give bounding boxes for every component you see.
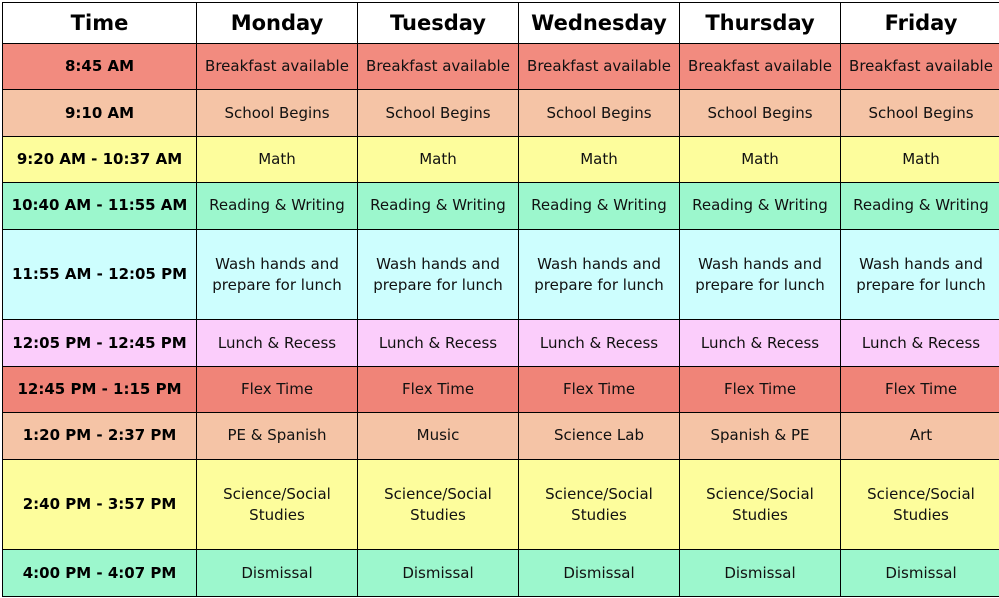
activity-cell-wednesday: Reading & Writing [519,183,680,229]
activity-cell-thursday: Dismissal [680,550,841,597]
table-row [3,44,999,90]
activity-cell-tuesday: Lunch & Recess [358,320,519,366]
activity-cell-monday: Wash hands and prepare for lunch [197,229,358,320]
activity-cell-tuesday: Flex Time [358,366,519,412]
activity-cell-friday: Art [841,413,999,459]
time-cell: 2:40 PM - 3:57 PM [3,459,197,550]
schedule-table [2,2,999,597]
activity-cell-thursday: Wash hands and prepare for lunch [680,229,841,320]
activity-cell-wednesday: Dismissal [519,550,680,597]
time-cell: 12:45 PM - 1:15 PM [3,366,197,412]
activity-cell-monday: Reading & Writing [197,183,358,229]
activity-cell-friday: Breakfast available [841,44,999,90]
activity-cell-friday: Wash hands and prepare for lunch [841,229,999,320]
activity-cell-tuesday: Wash hands and prepare for lunch [358,229,519,320]
time-cell: 12:05 PM - 12:45 PM [3,320,197,366]
activity-cell-friday: Dismissal [841,550,999,597]
activity-cell-tuesday: Music [358,413,519,459]
table-row [3,366,999,412]
activity-cell-wednesday: Science/Social Studies [519,459,680,550]
activity-cell-thursday: Flex Time [680,366,841,412]
activity-cell-wednesday: Math [519,136,680,182]
activity-cell-tuesday: Math [358,136,519,182]
header-thursday: Thursday [680,3,841,44]
activity-cell-tuesday: School Begins [358,90,519,136]
activity-cell-wednesday: Wash hands and prepare for lunch [519,229,680,320]
table-row [3,229,999,320]
activity-cell-tuesday: Reading & Writing [358,183,519,229]
activity-cell-wednesday: Flex Time [519,366,680,412]
activity-cell-friday: Flex Time [841,366,999,412]
activity-cell-wednesday: Science Lab [519,413,680,459]
time-cell: 1:20 PM - 2:37 PM [3,413,197,459]
activity-cell-monday: PE & Spanish [197,413,358,459]
time-cell: 11:55 AM - 12:05 PM [3,229,197,320]
header-tuesday: Tuesday [358,3,519,44]
activity-cell-thursday: Spanish & PE [680,413,841,459]
table-row [3,459,999,550]
time-cell: 10:40 AM - 11:55 AM [3,183,197,229]
activity-cell-thursday: Science/Social Studies [680,459,841,550]
time-cell: 9:10 AM [3,90,197,136]
activity-cell-tuesday: Science/Social Studies [358,459,519,550]
time-cell: 8:45 AM [3,44,197,90]
activity-cell-monday: Dismissal [197,550,358,597]
activity-cell-thursday: Breakfast available [680,44,841,90]
activity-cell-wednesday: Breakfast available [519,44,680,90]
activity-cell-thursday: Reading & Writing [680,183,841,229]
activity-cell-thursday: Math [680,136,841,182]
header-row [3,3,999,44]
activity-cell-monday: Science/Social Studies [197,459,358,550]
table-row [3,90,999,136]
table-row [3,183,999,229]
header-friday: Friday [841,3,999,44]
activity-cell-wednesday: Lunch & Recess [519,320,680,366]
header-time: Time [3,3,197,44]
time-cell: 4:00 PM - 4:07 PM [3,550,197,597]
activity-cell-monday: Lunch & Recess [197,320,358,366]
activity-cell-friday: Science/Social Studies [841,459,999,550]
activity-cell-monday: Flex Time [197,366,358,412]
activity-cell-friday: Reading & Writing [841,183,999,229]
activity-cell-friday: Lunch & Recess [841,320,999,366]
activity-cell-thursday: Lunch & Recess [680,320,841,366]
activity-cell-monday: Math [197,136,358,182]
time-cell: 9:20 AM - 10:37 AM [3,136,197,182]
activity-cell-wednesday: School Begins [519,90,680,136]
table-row [3,413,999,459]
header-wednesday: Wednesday [519,3,680,44]
activity-cell-monday: School Begins [197,90,358,136]
table-row [3,320,999,366]
activity-cell-friday: Math [841,136,999,182]
header-monday: Monday [197,3,358,44]
activity-cell-tuesday: Breakfast available [358,44,519,90]
table-row [3,136,999,182]
table-row [3,550,999,597]
activity-cell-monday: Breakfast available [197,44,358,90]
activity-cell-friday: School Begins [841,90,999,136]
activity-cell-tuesday: Dismissal [358,550,519,597]
schedule-body [3,44,999,597]
activity-cell-thursday: School Begins [680,90,841,136]
